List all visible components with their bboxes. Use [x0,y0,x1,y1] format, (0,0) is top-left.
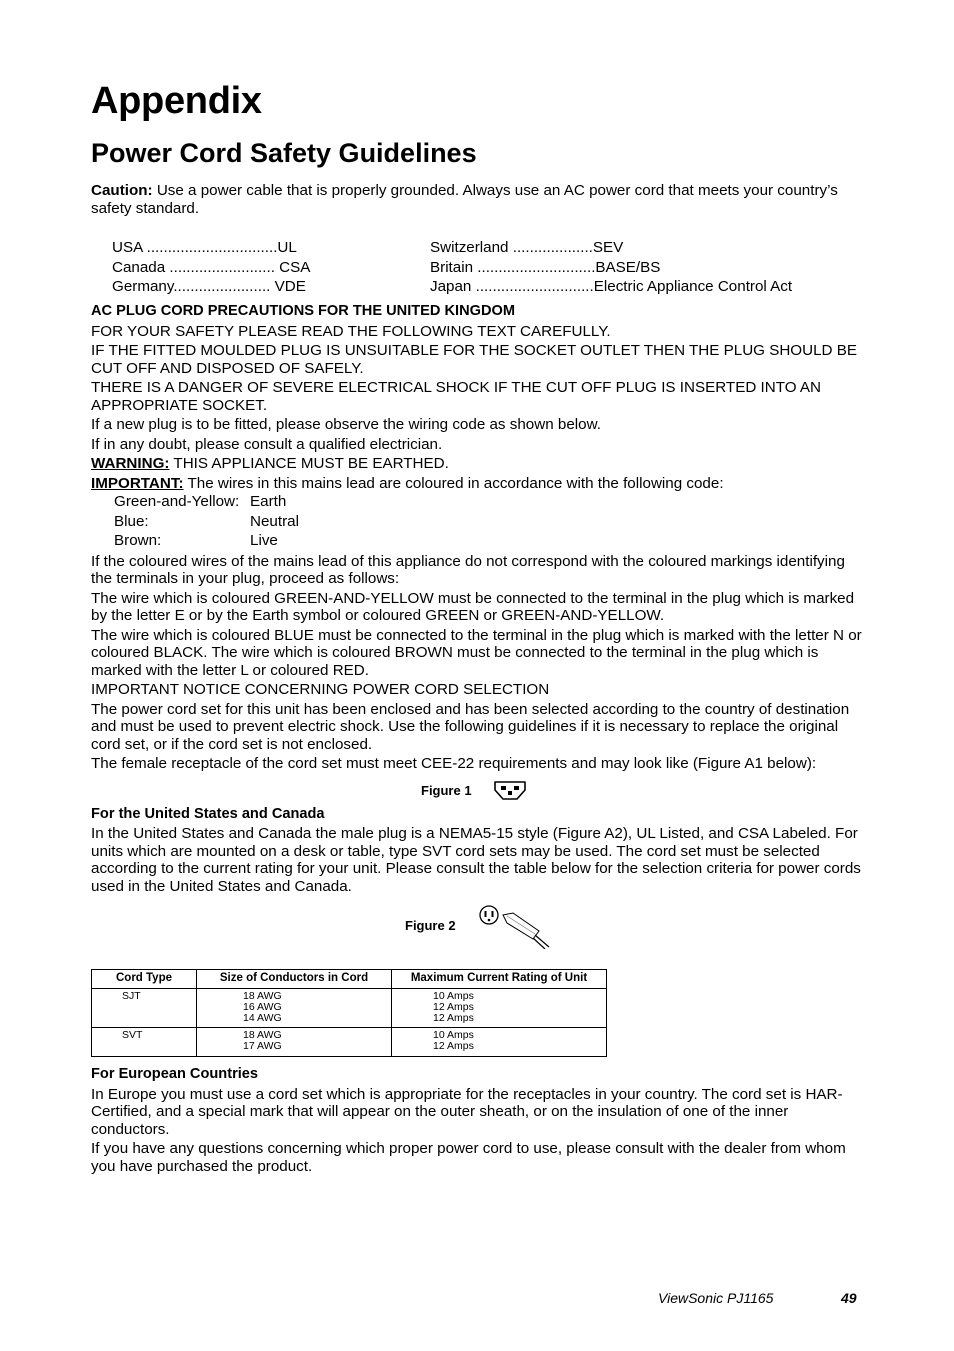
standards-row [91,259,863,278]
figure-1-label: Figure 1 [421,782,472,798]
uk-paragraph: The wire which is coloured GREEN-AND-YELLOW must be connected to the terminal in the plug which is marked by the letter E or by the Earth symbol or coloured GREEN or GREEN-AND-YELLOW. [91,589,855,624]
cord-type-cell: SJT [92,989,197,1028]
wire-color: Brown: [114,532,162,549]
wire-color: Green-and-Yellow: [114,493,240,510]
table-row [92,989,607,1028]
wire-code-row [91,531,863,551]
important-text: The wires in this mains lead are coloured in accordance with the following code: [187,474,724,492]
eu-paragraph: In Europe you must use a cord set which is appropriate for the receptacles in your country. The cord set is HAR-Certified, and a special mark that will appear on the outer sheath, or on the insulation of one of the inner conductors. [91,1085,843,1138]
caution-paragraph [91,182,863,217]
page-number: 49 [841,1290,857,1306]
plug-icon [477,905,553,949]
current-rating: 10 Amps [433,1029,474,1041]
figure-2 [91,903,863,949]
cord-table [91,969,607,1057]
cord-type-cell: SVT [92,1028,197,1057]
current-rating-cell [392,989,607,1028]
standard-left: Germany....................... VDE [112,278,306,295]
wire-color: Blue: [114,512,149,530]
figure-1 [91,776,863,804]
standards-row [91,278,863,297]
wire-meaning: Earth [250,493,287,510]
standards-list [91,239,863,299]
table-row [92,1028,607,1057]
eu-heading: For European Countries [91,1066,259,1082]
uk-paragraph: IF THE FITTED MOULDED PLUG IS UNSUITABLE FOR THE SOCKET OUTLET THEN THE PLUG SHOULD BE CUT OFF AND DISPOSED OF SAFELY. [91,342,857,377]
figure-2-label: Figure 2 [405,918,456,933]
table-header: Cord Type [92,970,197,989]
conductor-size: 14 AWG [243,1012,282,1024]
table-header: Maximum Current Rating of Unit [392,970,607,989]
conductor-size: 16 AWG [243,1001,282,1013]
current-rating: 12 Amps [433,1001,474,1013]
standard-right: Japan ............................Electric Appliance Control Act [430,278,793,295]
standards-row [91,239,863,258]
wire-meaning: Live [250,532,278,549]
current-rating: 10 Amps [433,990,474,1002]
caution-label: Caution: [91,182,153,199]
uk-paragraph: THERE IS A DANGER OF SEVERE ELECTRICAL SHOCK IF THE CUT OFF PLUG IS INSERTED INTO AN APPROPRIATE SOCKET. [91,379,821,414]
warning-text: THIS APPLIANCE MUST BE EARTHED. [173,455,449,472]
warning-paragraph [91,455,863,473]
conductor-size: 18 AWG [243,990,282,1002]
conductor-size: 18 AWG [243,1029,282,1041]
wire-meaning: Neutral [250,512,299,530]
eu-paragraph: If you have any questions concerning which proper power cord to use, please consult with the dealer from whom you have purchased the product. [91,1140,846,1175]
important-paragraph [91,475,863,493]
footer-brand: ViewSonic PJ1165 [658,1290,774,1306]
uk-paragraph: FOR YOUR SAFETY PLEASE READ THE FOLLOWING TEXT CAREFULLY. [91,322,611,340]
section-title: Power Cord Safety Guidelines [91,138,477,168]
uk-paragraph: The wire which is coloured BLUE must be connected to the terminal in the plug which is marked with the letter N or coloured BLACK. The wire which is coloured BROWN must be connected to the terminal in the plug which is marked with the letter L or coloured RED. [91,626,862,679]
uk-paragraph: If in any doubt, please consult a qualified electrician. [91,435,443,453]
wire-code-row [91,512,863,532]
current-rating: 12 Amps [433,1012,474,1024]
conductor-size-cell [197,1028,392,1057]
standard-right: Britain ............................BASE/BS [430,259,661,276]
standard-right: Switzerland ...................SEV [430,239,624,256]
page-title: Appendix [91,80,262,122]
uk-paragraph: The power cord set for this unit has been enclosed and has been selected according to the country of destination and must be used to prevent electric shock. Use the following guidelines if it is necessary to replace the original cord set, or if the cord set is not enclosed. [91,700,850,753]
uk-paragraph: If the coloured wires of the mains lead of this appliance do not correspond with the coloured markings identifying the terminals in your plug, proceed as follows: [91,552,845,587]
current-rating-cell [392,1028,607,1057]
uk-heading: AC PLUG CORD PRECAUTIONS FOR THE UNITED KINGDOM [91,303,516,319]
uk-paragraph: The female receptacle of the cord set must meet CEE-22 requirements and may look like (Figure A1 below): [91,755,817,772]
receptacle-icon [493,778,527,802]
uk-paragraph: If a new plug is to be fitted, please observe the wiring code as shown below. [91,416,601,433]
caution-text: Use a power cable that is properly grounded. Always use an AC power cord that meets your country’s safety standard. [91,182,838,217]
uk-paragraph: IMPORTANT NOTICE CONCERNING POWER CORD SELECTION [91,681,550,698]
us-paragraph: In the United States and Canada the male plug is a NEMA5-15 style (Figure A2), UL Listed, and CSA Labeled. For units which are mounted on a desk or table, type SVT cord sets may be used. The cord set must be selected according to the current rating for your unit. Please consult the table below for the selection criteria for power cords used in the United States and Canada. [91,825,861,895]
document-body [91,182,863,1175]
standard-left: USA ...............................UL [112,239,297,256]
us-heading: For the United States and Canada [91,805,325,822]
conductor-size-cell [197,989,392,1028]
important-label: IMPORTANT: [91,474,184,492]
current-rating: 12 Amps [433,1040,474,1052]
conductor-size: 17 AWG [243,1040,282,1052]
wire-code-row [91,492,863,512]
table-header: Size of Conductors in Cord [197,970,392,989]
warning-label: WARNING: [91,455,170,472]
standard-left: Canada ......................... CSA [112,259,311,276]
table-header-row [92,970,607,989]
